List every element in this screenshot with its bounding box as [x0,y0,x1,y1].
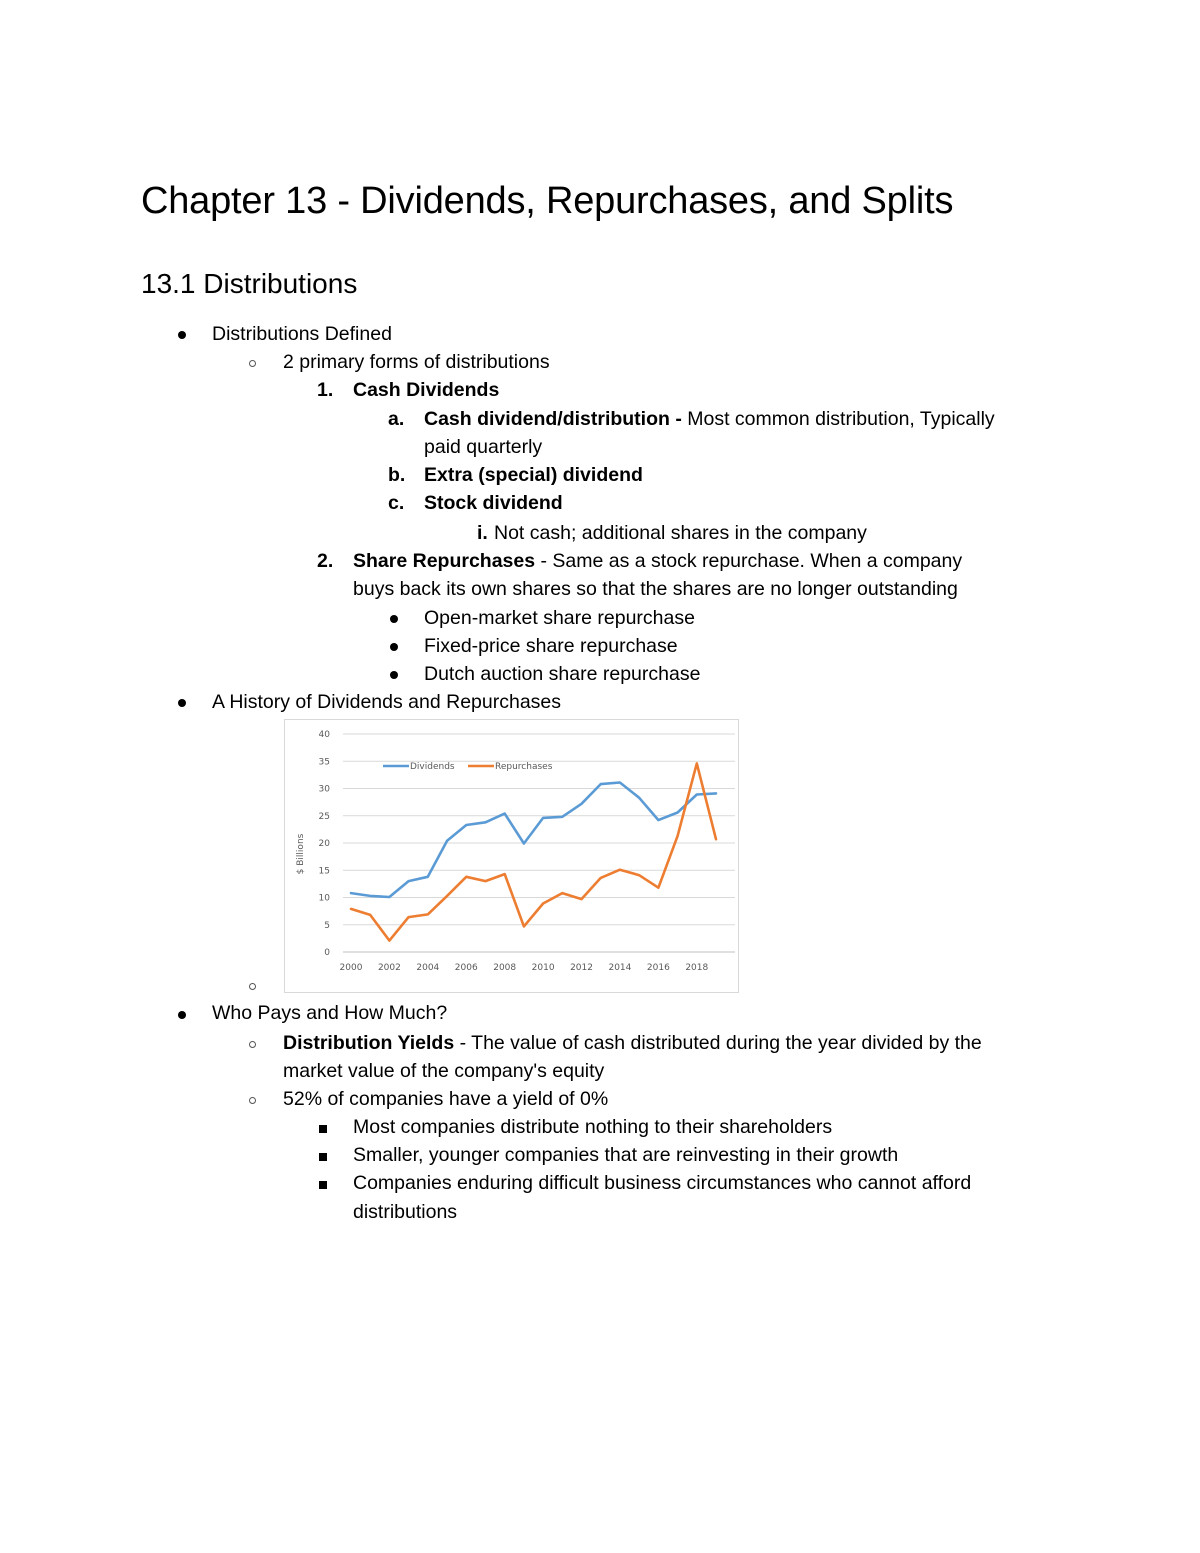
item-extra-dividend: Extra (special) dividend [424,464,643,486]
item-fixed-price: Fixed-price share repurchase [424,635,678,657]
x-tick-label: 2014 [608,963,632,973]
x-tick-label: 2004 [416,963,440,973]
item-cash-dividend-continued: paid quarterly [424,436,543,458]
item-distributions-defined: Distributions Defined [212,323,392,345]
bullet-square [319,1181,327,1189]
item-52-percent: 52% of companies have a yield of 0% [283,1088,609,1110]
bullet-disc [178,1011,186,1019]
list-letter-a: a. [388,408,405,430]
bullet-square [319,1125,327,1133]
item-open-market: Open-market share repurchase [424,607,695,629]
desc-cash-dividend: Most common distribution, Typically [681,408,995,430]
item-distribution-yields-continued: market value of the company's equity [283,1060,605,1082]
y-tick-label: 40 [318,730,330,740]
item-stock-dividend: Stock dividend [424,492,563,514]
term-share-repurchases: Share Repurchases [353,550,536,572]
y-tick-label: 30 [318,784,330,795]
bullet-circle [249,983,256,990]
y-tick-label: 25 [318,811,330,822]
item-not-cash: Not cash; additional shares in the company [494,522,867,544]
bullet-disc [390,615,398,623]
x-tick-label: 2018 [685,963,709,973]
legend-label-dividends: Dividends [410,762,455,772]
x-tick-label: 2008 [493,963,517,973]
bullet-disc [390,671,398,679]
bullet-disc [178,699,186,707]
item-share-repurchases [353,547,962,575]
list-number-1: 1. [317,379,334,401]
chart-svg [285,720,740,994]
dividends-repurchases-chart [284,719,739,993]
chapter-title: Chapter 13 - Dividends, Repurchases, and Splits [141,180,954,222]
y-tick-label: 15 [318,866,330,877]
item-most-companies: Most companies distribute nothing to their shareholders [353,1116,833,1138]
y-axis-label: $ Billions [296,833,306,875]
section-heading: 13.1 Distributions [141,268,358,299]
x-tick-label: 2010 [531,963,555,973]
item-difficult-circumstances: Companies enduring difficult business circumstances who cannot afford [353,1172,972,1194]
x-tick-label: 2012 [570,963,593,973]
bullet-circle [249,360,256,367]
bullet-square [319,1153,327,1161]
bullet-disc [178,331,186,339]
series-line-repurchases [351,763,716,940]
item-share-repurchases-continued: buys back its own shares so that the shares are no longer outstanding [353,578,958,600]
term-distribution-yields: Distribution Yields [283,1032,455,1054]
list-letter-b: b. [388,464,406,486]
y-tick-label: 5 [324,920,330,931]
list-roman-i: i. [477,522,488,544]
x-tick-label: 2002 [377,963,401,973]
desc-share-repurchases: - Same as a stock repurchase. When a company [535,550,963,572]
y-tick-label: 20 [318,839,330,849]
item-difficult-circumstances-continued: distributions [353,1201,458,1223]
bullet-disc [390,643,398,651]
list-letter-c: c. [388,492,405,514]
item-dutch-auction: Dutch auction share repurchase [424,663,701,685]
x-tick-label: 2016 [646,963,670,973]
item-distribution-yields [283,1029,982,1057]
item-who-pays: Who Pays and How Much? [212,1002,448,1024]
item-history: A History of Dividends and Repurchases [212,691,562,713]
bullet-circle [249,1041,256,1048]
bullet-circle [249,1097,256,1104]
x-tick-label: 2006 [454,963,478,973]
term-cash-dividend-distribution: Cash dividend/distribution - [424,408,682,430]
item-cash-dividend-distribution [424,405,995,433]
y-tick-label: 10 [318,893,330,904]
item-primary-forms: 2 primary forms of distributions [283,351,550,373]
y-tick-label: 0 [324,948,330,958]
y-tick-label: 35 [318,757,330,768]
legend-label-repurchases: Repurchases [495,762,553,772]
x-tick-label: 2000 [339,963,363,973]
list-number-2: 2. [317,550,334,572]
item-cash-dividends: Cash Dividends [353,379,500,401]
desc-distribution-yields: - The value of cash distributed during the year divided by the [454,1032,982,1054]
item-smaller-companies: Smaller, younger companies that are reinvesting in their growth [353,1144,899,1166]
